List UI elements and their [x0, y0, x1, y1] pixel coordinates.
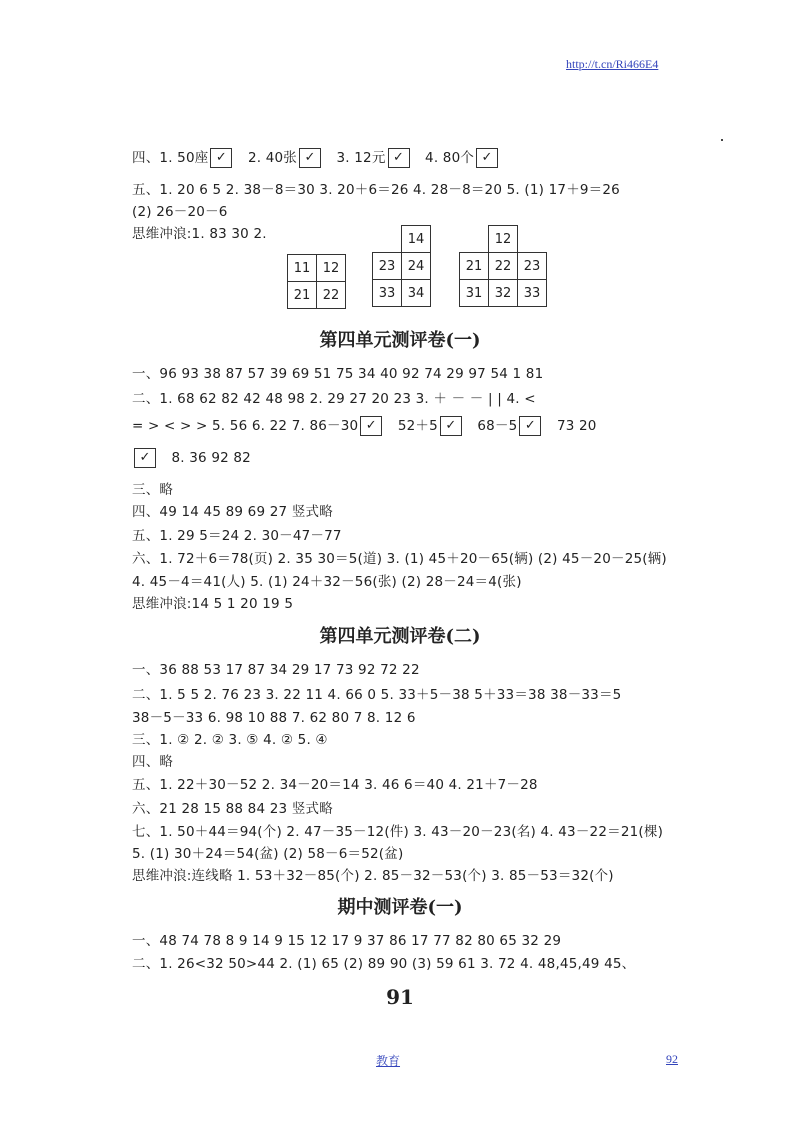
s1-line: 思维冲浪:14 5 1 20 19 5 [132, 596, 294, 612]
grid-cell: 12 [317, 255, 346, 282]
s2-line: 二、1. 5 5 2. 76 23 3. 22 11 4. 66 0 5. 33＋5－38 5＋33＝38 38－33＝5 [132, 687, 622, 703]
grid-cell: 33 [373, 280, 402, 307]
s2-line: 一、36 88 53 17 87 34 29 17 73 92 72 22 [132, 662, 420, 678]
s2-line: 三、1. ② 2. ② 3. ⑤ 4. ② 5. ④ [132, 732, 328, 748]
check-box: ✓ [360, 416, 382, 436]
grid-cell: 11 [288, 255, 317, 282]
check-box: ✓ [210, 148, 232, 168]
s2-line: 思维冲浪:连线略 1. 53＋32－85(个) 2. 85－32－53(个) 3. 85－53＝32(个) [132, 868, 614, 884]
s2-line: 七、1. 50＋44＝94(个) 2. 47－35－12(件) 3. 43－20－23(名) 4. 43－22＝21(棵) [132, 824, 664, 840]
s3-line: 二、1. 26<32 50>44 2. (1) 65 (2) 89 90 (3) 59 61 3. 72 4. 48,45,49 45、 [132, 956, 636, 972]
s1-l3-part: 68－5 [477, 418, 518, 434]
s1-line: 六、1. 72＋6＝78(页) 2. 35 30＝5(道) 3. (1) 45＋20－65(辆) (2) 45－20－25(辆) [132, 551, 667, 567]
s2-line: 38－5－33 6. 98 10 88 7. 62 80 7 8. 12 6 [132, 710, 416, 726]
s1-l3-part: 52＋5 [397, 418, 438, 434]
scan-speck [721, 139, 723, 141]
s1-line: 五、1. 29 5＝24 2. 30－47－77 [132, 528, 342, 544]
number-grid-3 [459, 225, 547, 307]
answer-line-thinking: 思维冲浪:1. 83 30 2. [132, 226, 267, 242]
s1-line: 四、49 14 45 89 69 27 竖式略 [132, 504, 333, 520]
check-box: ✓ [476, 148, 498, 168]
answer-line-five-cont: (2) 26－20－6 [132, 204, 228, 220]
check-box: ✓ [388, 148, 410, 168]
page-number: 91 [386, 985, 414, 1009]
grid-cell: 21 [460, 253, 489, 280]
answer-four-2: 2. 40张 [247, 150, 297, 166]
footer-link-page[interactable]: 92 [666, 1052, 678, 1066]
s1-line: 一、96 93 38 87 57 39 69 51 75 34 40 92 74 29 97 54 1 81 [132, 366, 544, 382]
s2-line: 五、1. 22＋30－52 2. 34－20＝14 3. 46 6＝40 4. 21＋7－28 [132, 777, 538, 793]
number-grid-2 [372, 225, 431, 307]
number-grid-1 [287, 254, 346, 309]
grid-cell: 21 [288, 282, 317, 309]
grid-cell [518, 226, 547, 253]
section-title-unit4-test1: 第四单元测评卷(一) [319, 330, 481, 351]
s1-l3-part: = > < > > 5. 56 6. 22 7. 86－30 [132, 418, 359, 434]
grid-cell [460, 226, 489, 253]
check-box: ✓ [134, 448, 156, 468]
s2-line: 四、略 [132, 754, 174, 770]
s3-line: 一、48 74 78 8 9 14 9 15 12 17 9 37 86 17 77 82 80 65 32 29 [132, 933, 562, 949]
section-title-midterm-test1: 期中测评卷(一) [337, 897, 463, 918]
s1-line: 4. 45－4＝41(人) 5. (1) 24＋32－56(张) (2) 28－24＝4(张) [132, 574, 522, 590]
grid-cell: 24 [402, 253, 431, 280]
s2-line: 六、21 28 15 88 84 23 竖式略 [132, 801, 333, 817]
check-box: ✓ [440, 416, 462, 436]
header-url-link[interactable]: http://t.cn/Ri466E4 [566, 57, 659, 71]
s1-line: 二、1. 68 62 82 42 48 98 2. 29 27 20 23 3. ＋ － － | | 4. < [132, 391, 536, 407]
grid-cell: 22 [489, 253, 518, 280]
s1-line: 三、略 [132, 482, 174, 498]
grid-cell: 33 [518, 280, 547, 307]
answer-four-4: 4. 80个 [425, 150, 475, 166]
grid-cell: 14 [402, 226, 431, 253]
answer-four-1: 四、1. 50座 [132, 150, 209, 166]
check-box: ✓ [519, 416, 541, 436]
grid-cell: 32 [489, 280, 518, 307]
section-title-unit4-test2: 第四单元测评卷(二) [319, 626, 481, 647]
grid-cell: 23 [373, 253, 402, 280]
grid-cell: 12 [489, 226, 518, 253]
grid-cell: 22 [317, 282, 346, 309]
s1-line-eight [132, 448, 251, 468]
answer-line-five: 五、1. 20 6 5 2. 38－8＝30 3. 20＋6＝26 4. 28－8＝20 5. (1) 17＋9＝26 [132, 182, 620, 198]
grid-cell: 23 [518, 253, 547, 280]
s1-l3-part: 73 20 [556, 418, 597, 434]
s1-line-checks [132, 414, 597, 436]
answer-line-four [132, 146, 500, 168]
answer-four-3: 3. 12元 [336, 150, 386, 166]
grid-cell: 31 [460, 280, 489, 307]
s2-line: 5. (1) 30＋24＝54(盆) (2) 58－6＝52(盆) [132, 846, 404, 862]
check-box: ✓ [299, 148, 321, 168]
grid-cell: 34 [402, 280, 431, 307]
grid-cell [373, 226, 402, 253]
s1-l4-text: 8. 36 92 82 [171, 450, 251, 466]
footer-link-education[interactable]: 教育 [376, 1054, 401, 1068]
